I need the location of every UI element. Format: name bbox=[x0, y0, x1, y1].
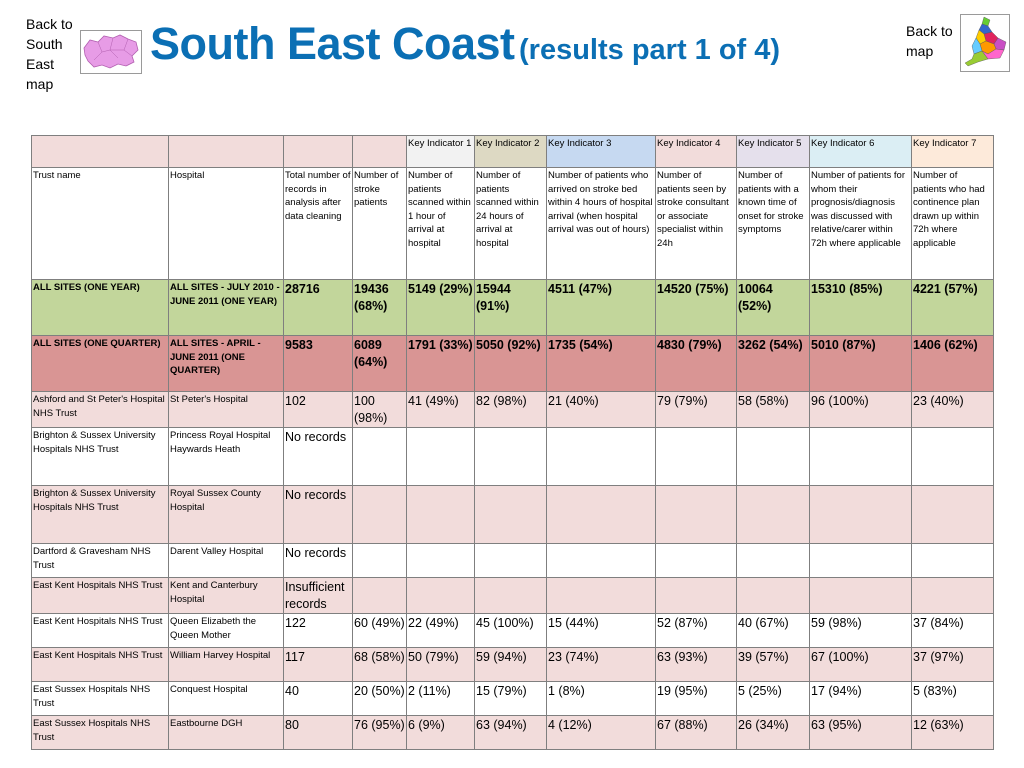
value-cell bbox=[810, 544, 912, 578]
page-title bbox=[150, 18, 780, 70]
value-cell: 80 bbox=[284, 716, 353, 750]
column-header: Trust name bbox=[32, 168, 169, 280]
blank-header-cell bbox=[284, 136, 353, 168]
value-cell: 5 (25%) bbox=[737, 682, 810, 716]
value-cell: 5 (83%) bbox=[912, 682, 994, 716]
value-cell bbox=[656, 486, 737, 544]
value-cell: 15944 (91%) bbox=[475, 280, 547, 336]
hospital-cell: ALL SITES - JULY 2010 - JUNE 2011 (ONE YEAR) bbox=[169, 280, 284, 336]
value-cell: 15 (79%) bbox=[475, 682, 547, 716]
value-cell bbox=[407, 578, 475, 614]
column-header: Number of patients seen by stroke consultant or associate specialist within 24h bbox=[656, 168, 737, 280]
value-cell bbox=[353, 578, 407, 614]
value-cell: 4221 (57%) bbox=[912, 280, 994, 336]
trust-name-cell: ALL SITES (ONE QUARTER) bbox=[32, 336, 169, 392]
value-cell: 122 bbox=[284, 614, 353, 648]
value-cell: 5050 (92%) bbox=[475, 336, 547, 392]
value-cell: 15310 (85%) bbox=[810, 280, 912, 336]
value-cell: No records bbox=[284, 544, 353, 578]
value-cell: 1735 (54%) bbox=[547, 336, 656, 392]
value-cell: 19 (95%) bbox=[656, 682, 737, 716]
key-indicator-7: Key Indicator 7 bbox=[912, 136, 994, 168]
blank-header-cell bbox=[353, 136, 407, 168]
all-sites-one-year-row bbox=[32, 280, 994, 336]
value-cell: 63 (93%) bbox=[656, 648, 737, 682]
value-cell: 26 (34%) bbox=[737, 716, 810, 750]
blank-header-cell bbox=[169, 136, 284, 168]
hospital-cell: William Harvey Hospital bbox=[169, 648, 284, 682]
value-cell: 79 (79%) bbox=[656, 392, 737, 428]
blank-header-cell bbox=[32, 136, 169, 168]
value-cell: 60 (49%) bbox=[353, 614, 407, 648]
value-cell bbox=[656, 578, 737, 614]
table-row bbox=[32, 428, 994, 486]
value-cell bbox=[407, 428, 475, 486]
value-cell bbox=[407, 486, 475, 544]
table-row bbox=[32, 648, 994, 682]
column-header: Number of patients scanned within 1 hour of arrival at hospital bbox=[407, 168, 475, 280]
key-indicator-2: Key Indicator 2 bbox=[475, 136, 547, 168]
value-cell: 4511 (47%) bbox=[547, 280, 656, 336]
table-row bbox=[32, 544, 994, 578]
trust-name-cell: Ashford and St Peter's Hospital NHS Trust bbox=[32, 392, 169, 428]
value-cell bbox=[737, 486, 810, 544]
value-cell: 52 (87%) bbox=[656, 614, 737, 648]
value-cell: 6089 (64%) bbox=[353, 336, 407, 392]
value-cell bbox=[912, 486, 994, 544]
value-cell bbox=[737, 428, 810, 486]
value-cell: No records bbox=[284, 486, 353, 544]
value-cell bbox=[810, 428, 912, 486]
value-cell: 96 (100%) bbox=[810, 392, 912, 428]
value-cell: 58 (58%) bbox=[737, 392, 810, 428]
value-cell bbox=[547, 544, 656, 578]
value-cell: 39 (57%) bbox=[737, 648, 810, 682]
value-cell bbox=[912, 428, 994, 486]
trust-name-cell: Dartford & Gravesham NHS Trust bbox=[32, 544, 169, 578]
value-cell: 21 (40%) bbox=[547, 392, 656, 428]
value-cell bbox=[353, 544, 407, 578]
value-cell: 40 (67%) bbox=[737, 614, 810, 648]
value-cell: 9583 bbox=[284, 336, 353, 392]
table-row bbox=[32, 392, 994, 428]
table-row bbox=[32, 614, 994, 648]
results-table bbox=[31, 135, 994, 750]
value-cell: 45 (100%) bbox=[475, 614, 547, 648]
value-cell: 100 (98%) bbox=[353, 392, 407, 428]
value-cell: 1791 (33%) bbox=[407, 336, 475, 392]
england-regions-map-icon[interactable] bbox=[960, 14, 1010, 72]
value-cell bbox=[810, 486, 912, 544]
column-header: Number of patients scanned within 24 hours of arrival at hospital bbox=[475, 168, 547, 280]
table-row bbox=[32, 716, 994, 750]
column-header: Total number of records in analysis after data cleaning bbox=[284, 168, 353, 280]
key-indicator-row bbox=[32, 136, 994, 168]
value-cell: 17 (94%) bbox=[810, 682, 912, 716]
key-indicator-5: Key Indicator 5 bbox=[737, 136, 810, 168]
value-cell: 5149 (29%) bbox=[407, 280, 475, 336]
trust-name-cell: Brighton & Sussex University Hospitals NHS Trust bbox=[32, 486, 169, 544]
value-cell bbox=[656, 544, 737, 578]
value-cell bbox=[475, 544, 547, 578]
value-cell: 37 (84%) bbox=[912, 614, 994, 648]
trust-name-cell: East Kent Hospitals NHS Trust bbox=[32, 648, 169, 682]
key-indicator-3: Key Indicator 3 bbox=[547, 136, 656, 168]
all-sites-one-quarter-row bbox=[32, 336, 994, 392]
trust-name-cell: East Sussex Hospitals NHS Trust bbox=[32, 716, 169, 750]
value-cell bbox=[475, 428, 547, 486]
column-header: Number of stroke patients bbox=[353, 168, 407, 280]
key-indicator-1: Key Indicator 1 bbox=[407, 136, 475, 168]
south-east-region-map-icon[interactable] bbox=[80, 30, 142, 74]
hospital-cell: Royal Sussex County Hospital bbox=[169, 486, 284, 544]
value-cell: 4 (12%) bbox=[547, 716, 656, 750]
hospital-cell: Kent and Canterbury Hospital bbox=[169, 578, 284, 614]
column-header: Number of patients for whom their prognosis/diagnosis was discussed with relative/carer within 72h where applicable bbox=[810, 168, 912, 280]
trust-name-cell: East Kent Hospitals NHS Trust bbox=[32, 614, 169, 648]
value-cell bbox=[810, 578, 912, 614]
value-cell: 59 (98%) bbox=[810, 614, 912, 648]
value-cell: 117 bbox=[284, 648, 353, 682]
value-cell: 23 (40%) bbox=[912, 392, 994, 428]
value-cell: 63 (95%) bbox=[810, 716, 912, 750]
value-cell: 2 (11%) bbox=[407, 682, 475, 716]
value-cell bbox=[547, 486, 656, 544]
hospital-cell: Eastbourne DGH bbox=[169, 716, 284, 750]
back-to-south-east-map-link[interactable]: Back to South East map bbox=[26, 16, 73, 92]
value-cell bbox=[737, 544, 810, 578]
value-cell: 102 bbox=[284, 392, 353, 428]
value-cell: 6 (9%) bbox=[407, 716, 475, 750]
hospital-cell: St Peter's Hospital bbox=[169, 392, 284, 428]
value-cell bbox=[737, 578, 810, 614]
table-row bbox=[32, 486, 994, 544]
value-cell: 40 bbox=[284, 682, 353, 716]
hospital-cell: Princess Royal Hospital Haywards Heath bbox=[169, 428, 284, 486]
value-cell: 15 (44%) bbox=[547, 614, 656, 648]
table-row bbox=[32, 682, 994, 716]
column-header: Number of patients who arrived on stroke bed within 4 hours of hospital arrival (when hospital arrival was out of hours) bbox=[547, 168, 656, 280]
value-cell bbox=[547, 578, 656, 614]
value-cell: 59 (94%) bbox=[475, 648, 547, 682]
column-header: Number of patients with a known time of onset for stroke symptoms bbox=[737, 168, 810, 280]
hospital-cell: Conquest Hospital bbox=[169, 682, 284, 716]
value-cell: 3262 (54%) bbox=[737, 336, 810, 392]
value-cell bbox=[407, 544, 475, 578]
value-cell bbox=[353, 486, 407, 544]
value-cell: 23 (74%) bbox=[547, 648, 656, 682]
key-indicator-6: Key Indicator 6 bbox=[810, 136, 912, 168]
column-header: Hospital bbox=[169, 168, 284, 280]
value-cell bbox=[912, 578, 994, 614]
value-cell: 12 (63%) bbox=[912, 716, 994, 750]
trust-name-cell: Brighton & Sussex University Hospitals NHS Trust bbox=[32, 428, 169, 486]
value-cell: 76 (95%) bbox=[353, 716, 407, 750]
key-indicator-4: Key Indicator 4 bbox=[656, 136, 737, 168]
value-cell: 37 (97%) bbox=[912, 648, 994, 682]
page-title-main: South East Coast bbox=[150, 18, 515, 69]
value-cell: 50 (79%) bbox=[407, 648, 475, 682]
trust-name-cell: East Kent Hospitals NHS Trust bbox=[32, 578, 169, 614]
trust-name-cell: East Sussex Hospitals NHS Trust bbox=[32, 682, 169, 716]
value-cell: 28716 bbox=[284, 280, 353, 336]
value-cell: 5010 (87%) bbox=[810, 336, 912, 392]
trust-name-cell: ALL SITES (ONE YEAR) bbox=[32, 280, 169, 336]
column-header-row bbox=[32, 168, 994, 280]
value-cell bbox=[656, 428, 737, 486]
hospital-cell: Queen Elizabeth the Queen Mother bbox=[169, 614, 284, 648]
value-cell bbox=[912, 544, 994, 578]
value-cell: Insufficient records bbox=[284, 578, 353, 614]
value-cell: 82 (98%) bbox=[475, 392, 547, 428]
value-cell: 63 (94%) bbox=[475, 716, 547, 750]
value-cell bbox=[475, 578, 547, 614]
value-cell bbox=[475, 486, 547, 544]
hospital-cell: ALL SITES - APRIL - JUNE 2011 (ONE QUARTER) bbox=[169, 336, 284, 392]
back-to-map-link[interactable]: Back to map bbox=[906, 23, 953, 59]
value-cell: 19436 (68%) bbox=[353, 280, 407, 336]
value-cell: 41 (49%) bbox=[407, 392, 475, 428]
page-title-sub: (results part 1 of 4) bbox=[519, 34, 781, 66]
value-cell: 20 (50%) bbox=[353, 682, 407, 716]
table-row bbox=[32, 578, 994, 614]
value-cell: 14520 (75%) bbox=[656, 280, 737, 336]
value-cell: No records bbox=[284, 428, 353, 486]
column-header: Number of patients who had continence plan drawn up within 72h where applicable bbox=[912, 168, 994, 280]
value-cell: 22 (49%) bbox=[407, 614, 475, 648]
value-cell bbox=[353, 428, 407, 486]
value-cell: 10064 (52%) bbox=[737, 280, 810, 336]
value-cell: 1 (8%) bbox=[547, 682, 656, 716]
value-cell: 4830 (79%) bbox=[656, 336, 737, 392]
value-cell bbox=[547, 428, 656, 486]
value-cell: 67 (88%) bbox=[656, 716, 737, 750]
value-cell: 68 (58%) bbox=[353, 648, 407, 682]
value-cell: 1406 (62%) bbox=[912, 336, 994, 392]
hospital-cell: Darent Valley Hospital bbox=[169, 544, 284, 578]
value-cell: 67 (100%) bbox=[810, 648, 912, 682]
